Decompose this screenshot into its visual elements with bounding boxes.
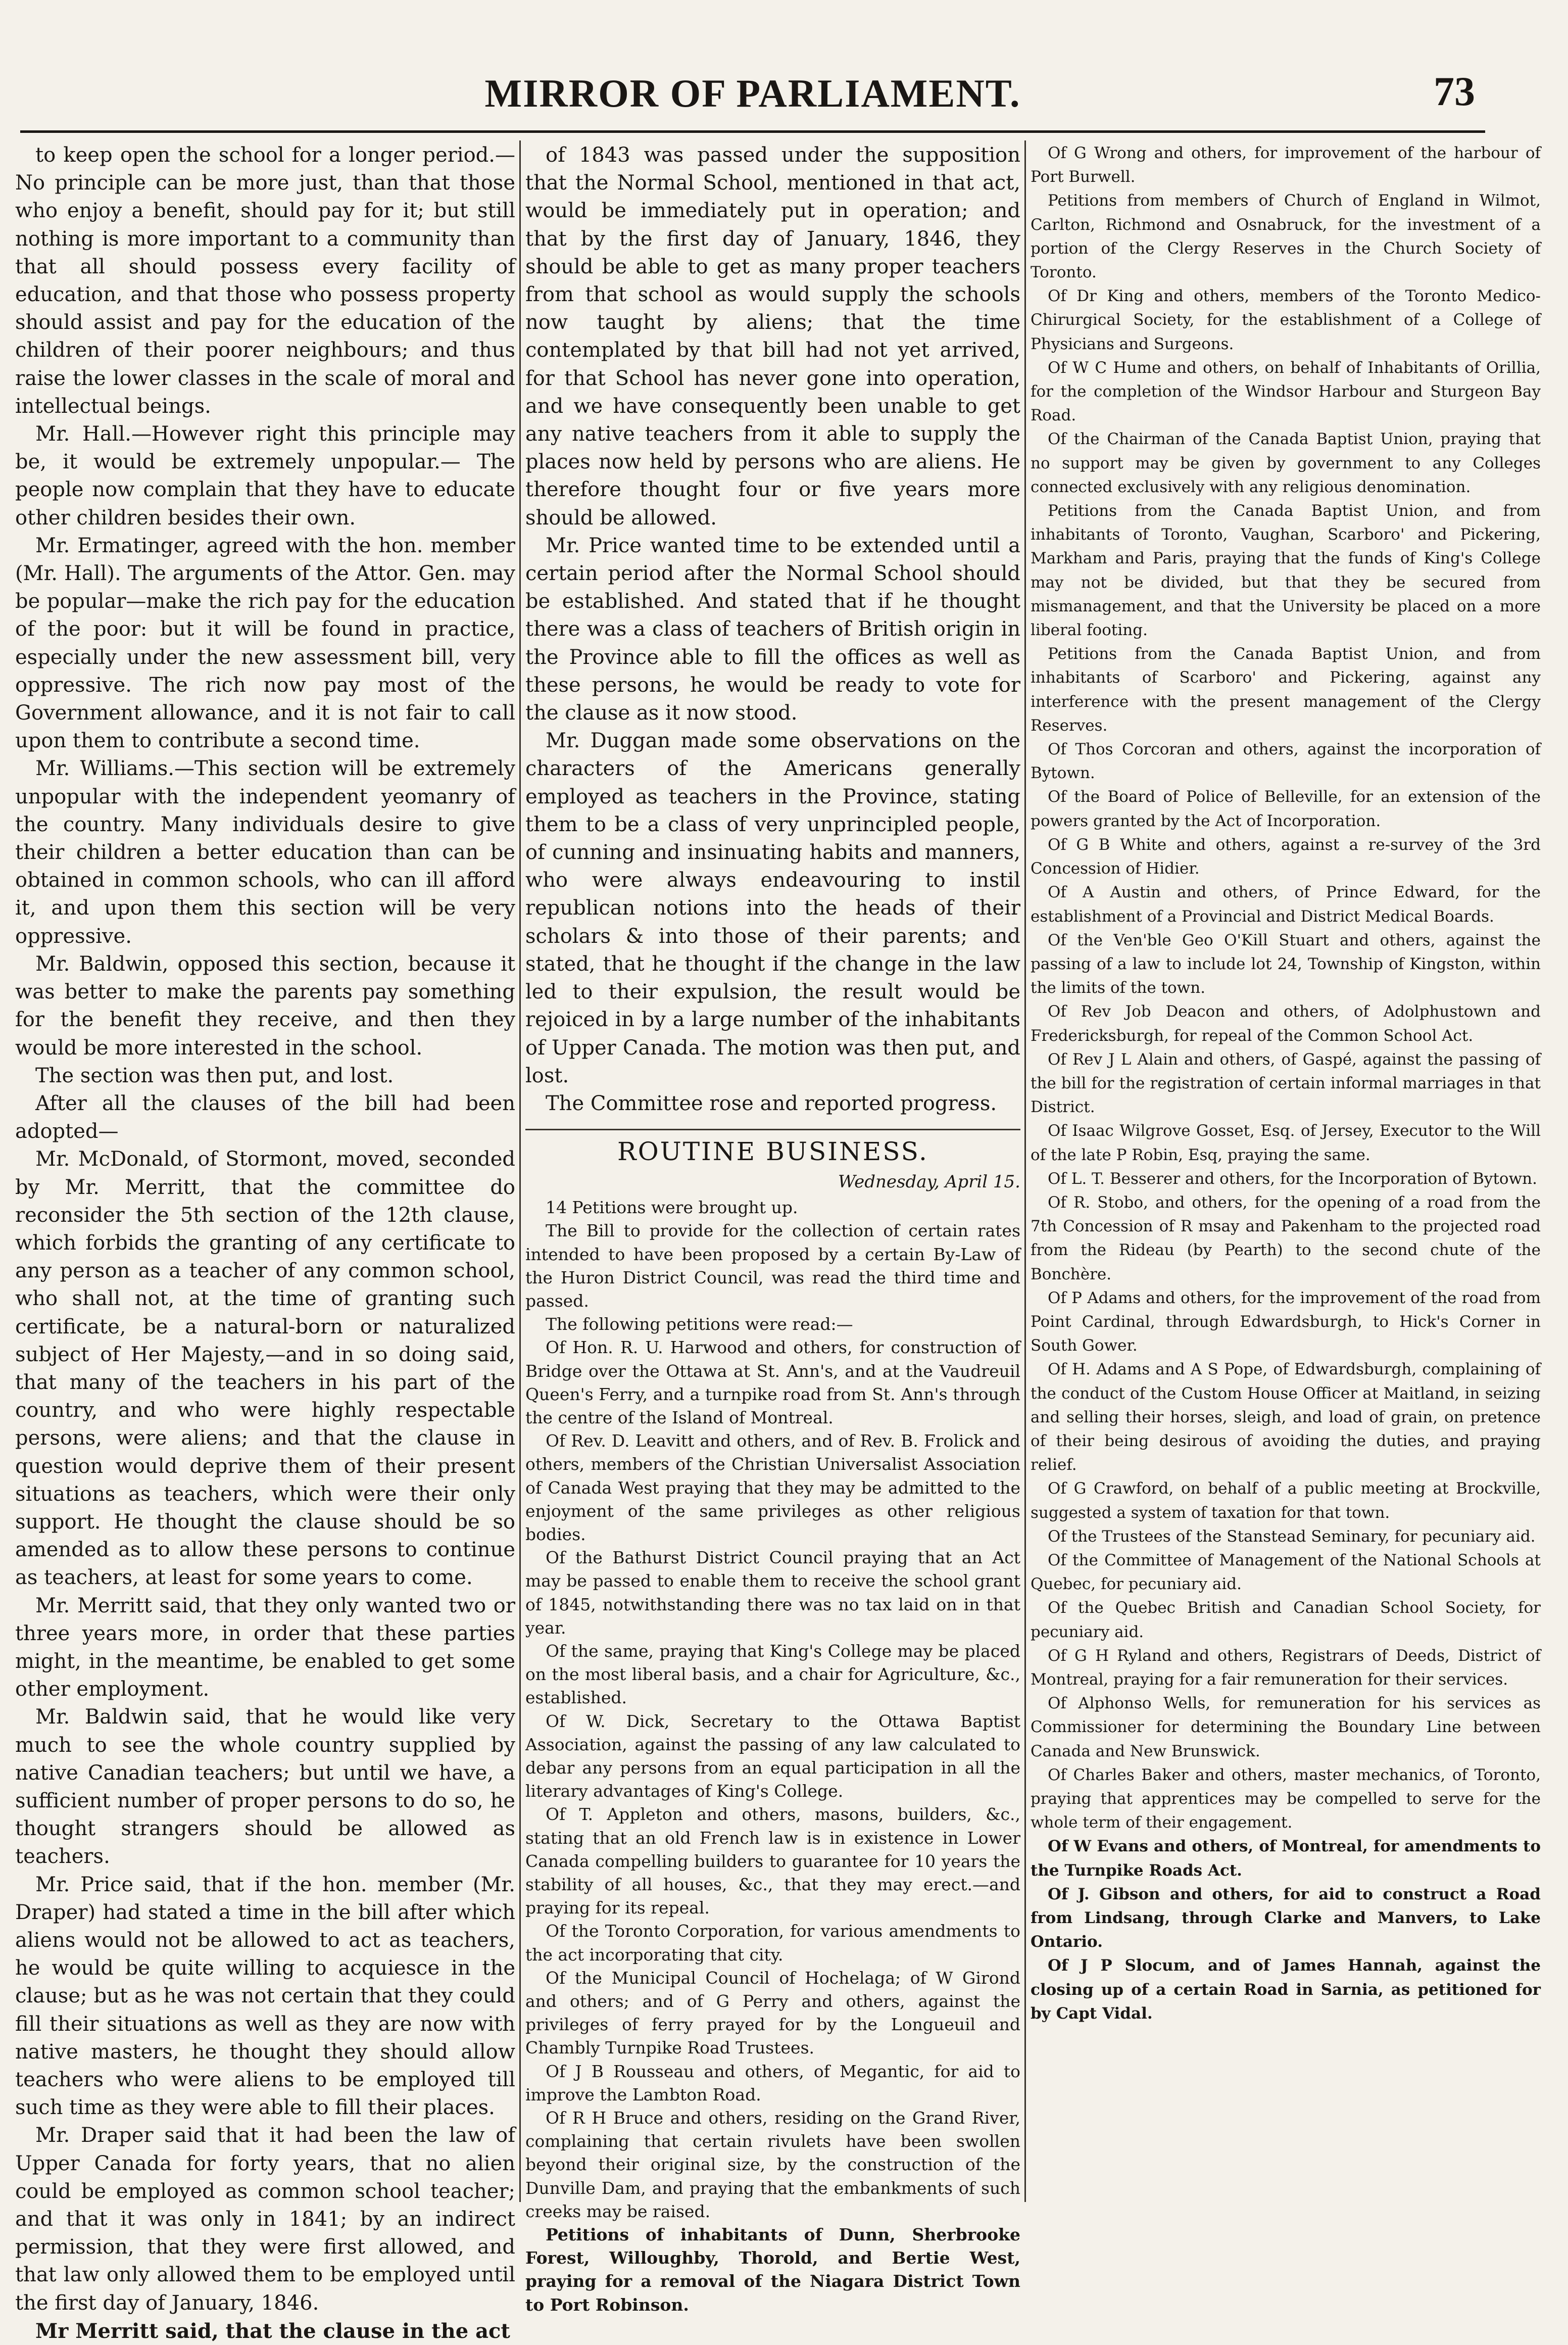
column-divider: [519, 140, 521, 2202]
page-header: [20, 61, 1485, 136]
paragraph: Mr. Williams.—This section will be extremely unpopular with the independent yeomanry of the country. Many individuals desire to give their children a better education than can be obtained in common schools, who can ill afford it, and upon them this section will be very oppressive.: [15, 757, 515, 948]
routine-business-date: Wednesday, April 15.: [838, 1172, 1020, 1192]
petition-item: Of G Wrong and others, for improvement of the harbour of Port Burwell.: [1031, 144, 1541, 186]
petition-item: Of A Austin and others, of Prince Edward, for the establishment of a Provincial and District Medical Boards.: [1031, 883, 1541, 926]
petition-item: Of Dr King and others, members of the Toronto Medico-Chirurgical Society, for the establishment of a College of Physicians and Surgeons.: [1031, 287, 1541, 353]
petition-item: Of the Committee of Management of the National Schools at Quebec, for pecuniary aid.: [1031, 1551, 1541, 1594]
paragraph: Mr. Price wanted time to be extended until a certain period after the Normal School should be established. And stated that if he thought there was a class of teachers of British origin in the Province able to fill the offices as well as these persons, he would be ready to vote for the clause as it now stood.: [525, 534, 1020, 725]
paragraph: Mr. Baldwin said, that he would like very much to see the whole country supplied by native Canadian teachers; but until we have, a sufficient number of proper persons to do so, he thought strangers should be allowed as teachers.: [15, 1705, 515, 1869]
petition-item: Of Alphonso Wells, for remuneration for his services as Commissioner for determining the Boundary Line between Canada and New Brunswick.: [1031, 1694, 1541, 1760]
column-2: [525, 141, 1020, 2315]
page-number: 73: [1434, 68, 1475, 114]
petition-item: Petitions from members of Church of England in Wilmot, Carlton, Richmond and Osnabruck, for the investment of a portion of the Clergy Reserves in the Church Society of Toronto.: [1031, 192, 1541, 282]
petition-item: Of J P Slocum, and of James Hannah, against the closing up of a certain Road in Sarnia, as petitioned for by Capt Vidal.: [1031, 1956, 1541, 2023]
petition-item: Of the Bathurst District Council praying that an Act may be passed to enable them to receive the school grant of 1845, notwithstanding there was no tax laid on in that year.: [525, 1548, 1020, 1638]
petition-item: Of Isaac Wilgrove Gosset, Esq. of Jersey, Executor to the Will of the late P Robin, Esq, praying the same.: [1031, 1122, 1541, 1164]
petition-item: Petitions of inhabitants of Dunn, Sherbrooke Forest, Willoughby, Thorold, and Bertie West, praying for a removal of the Niagara District Town to Port Robinson.: [525, 2225, 1020, 2315]
petition-item: Of the same, praying that King's College may be placed on the most liberal basis, and a chair for Agriculture, &c., established.: [525, 1641, 1020, 1708]
routine-business-heading: ROUTINE BUSINESS.: [525, 1129, 1020, 1167]
petition-item: Of W C Hume and others, on behalf of Inhabitants of Orillia, for the completion of the Windsor Harbour and Sturgeon Bay Road.: [1031, 358, 1541, 425]
petition-item: Of Rev. D. Leavitt and others, and of Rev. B. Frolick and others, members of the Christian Universalist Association of Canada West praying that they may be admitted to the enjoyment of the same privileges as other religious bodies.: [525, 1431, 1020, 1544]
paragraph: of 1843 was passed under the supposition that the Normal School, mentioned in that act, would be immediately put in operation; and that by the first day of January, 1846, they should be able to get as many proper teachers from that school as would supply the schools now taught by aliens; that the time contemplated by that bill had not yet arrived, for that School has never gone into operation, and we have consequently been unable to get any native teachers from it able to supply the places now held by persons who are aliens. He therefore thought four or five years more should be allowed.: [525, 143, 1020, 530]
petition-item: Of G B White and others, against a re-survey of the 3rd Concession of Hidier.: [1031, 835, 1541, 878]
paragraph: Mr. McDonald, of Stormont, moved, seconded by Mr. Merritt, that the committee do reconsider the 5th section of the 12th clause, which forbids the granting of any certificate to any person as a teacher of any common school, who shall not, at the time of granting such certificate, be a natural-born or naturalized subject of Her Majesty,—and in so doing said, that many of the teachers in his part of the country, and who were highly respectable persons, were aliens; and that the clause in question would deprive them of their present situations as teachers, which were their only support. He thought the clause should be so amended as to allow these persons to continue as teachers, at least for some years to come.: [15, 1147, 515, 1590]
petition-item: Of the Board of Police of Belleville, for an extension of the powers granted by the Act of Incorporation.: [1031, 788, 1541, 830]
column-3: [1031, 141, 1541, 2203]
page-title: MIRROR OF PARLIAMENT.: [484, 71, 1021, 115]
petition-item: Of L. T. Besserer and others, for the Incorporation of Bytown.: [1048, 1169, 1537, 1188]
paragraph: After all the clauses of the bill had been adopted—: [15, 1091, 515, 1143]
paragraph: The section was then put, and lost.: [35, 1064, 394, 1087]
petition-item: Of T. Appleton and others, masons, builders, &c., stating that an old French law is in existence in Lower Canada compelling builders to guarantee for 10 years the stability of all houses, &c., that they may erect.—and praying for its repeal.: [525, 1804, 1020, 1918]
paragraph: to keep open the school for a longer period.— No principle can be more just, than that those who enjoy a benefit, should pay for it; but still nothing is more important to a community than that all should possess every facility of education, and that those who possess property should assist and pay for the education of the children of their poorer neighbours; and thus raise the lower classes in the scale of moral and intellectual beings.: [15, 143, 515, 418]
petition-item: Of G Crawford, on behalf of a public meeting at Brockville, suggested a system of taxation for that town.: [1031, 1479, 1541, 1522]
petition-item: Petitions from the Canada Baptist Union, and from inhabitants of Toronto, Vaughan, Scarboro' and Pickering, Markham and Paris, praying that the funds of King's College may not be divided, but that they be secured from mismanagement, and that the University be placed on a more liberal footing.: [1031, 502, 1541, 640]
petition-item: Of the Ven'ble Geo O'Kill Stuart and others, against the passing of a law to include lot 24, Township of Kingston, within the limits of the town.: [1031, 931, 1541, 997]
petition-item: Of Hon. R. U. Harwood and others, for construction of Bridge over the Ottawa at St. Ann's, and at the Vaudreuil Queen's Ferry, and a turnpike road from St. Ann's through the centre of the Island of Montreal.: [525, 1337, 1020, 1427]
paragraph: Mr. Hall.—However right this principle may be, it would be extremely unpopular.— The people now complain that they have to educate other children besides their own.: [15, 422, 515, 530]
paragraph: Mr. Price said, that if the hon. member (Mr. Draper) had stated a time in the bill after which aliens would not be allowed to act as teachers, he would be quite willing to acquiesce in the clause; but as he was not certain that they could fill their situations as well as they are now with native masters, he thought they should allow teachers who were aliens to be employed till such time as they were able to fill their places.: [15, 1873, 515, 2120]
petition-item: Of the Quebec British and Canadian School Society, for pecuniary aid.: [1031, 1599, 1541, 1641]
petition-item: Of Rev Job Deacon and others, of Adolphustown and Fredericksburgh, for repeal of the Common School Act.: [1031, 1002, 1541, 1045]
paragraph: Mr. Duggan made some observations on the characters of the Americans generally employed as teachers in the Province, stating them to be a class of very unprincipled people, of cunning and insinuating habits and manners, who were always endeavouring to instil republican notions into the heads of their scholars & into those of their parents; and stated, that he thought if the change in the law led to their expulsion, the result would be rejoiced in by a large number of the inhabitants of Upper Canada. The motion was then put, and lost.: [525, 729, 1020, 1087]
petition-item: Of W Evans and others, of Montreal, for amendments to the Turnpike Roads Act.: [1031, 1837, 1541, 1880]
petition-item: Of Charles Baker and others, master mechanics, of Toronto, praying that apprentices may be compelled to serve for the whole term of their engagement.: [1031, 1765, 1541, 1832]
petition-item: Of Rev J L Alain and others, of Gaspé, against the passing of the bill for the registration of certain informal marriages in that District.: [1031, 1050, 1541, 1117]
header-rule: [20, 130, 1485, 133]
petition-item: Of J B Rousseau and others, of Megantic, for aid to improve the Lambton Road.: [525, 2061, 1020, 2104]
petition-item: Of R H Bruce and others, residing on the Grand River, complaining that certain rivulets have been swollen beyond their original size, by the construction of the Dunville Dam, and praying that the embankments of such creeks may be raised.: [525, 2108, 1020, 2221]
paragraph: Mr. Baldwin, opposed this section, because it was better to make the parents pay something for the benefit they receive, and then they would be more interested in the school.: [15, 952, 515, 1060]
paragraph: Mr. Draper said that it had been the law of Upper Canada for forty years, that no alien could be employed as common school teacher; and that it was only in 1841; by an indirect permission, that they were first allowed, and that law only allowed them to be employed until the first day of January, 1846.: [15, 2124, 515, 2315]
paragraph: Mr. Merritt said, that they only wanted two or three years more, in order that these parties might, in the meantime, be enabled to get some other employment.: [15, 1594, 515, 1701]
petition-item: Of the Chairman of the Canada Baptist Union, praying that no support may be given by government to any Colleges connected exclusively with any religious denomination.: [1031, 430, 1541, 496]
petition-item: Of H. Adams and A S Pope, of Edwardsburgh, complaining of the conduct of the Custom House Officer at Maitland, in seizing and selling their horses, sleigh, and load of grain, on pretence of their being desirous of avoiding the duties, and praying relief.: [1031, 1360, 1541, 1474]
petition-item: The following petitions were read:—: [546, 1314, 853, 1334]
petition-item: Of W. Dick, Secretary to the Ottawa Baptist Association, against the passing of any law calculated to debar any persons from an equal participation in all the literary advantages of King's College.: [525, 1711, 1020, 1801]
petition-item: Of the Toronto Corporation, for various amendments to the act incorporating that city.: [525, 1921, 1020, 1965]
petition-item: Of Thos Corcoran and others, against the incorporation of Bytown.: [1031, 740, 1541, 783]
petition-item: Of G H Ryland and others, Registrars of Deeds, District of Montreal, praying for a fair remuneration for their services.: [1031, 1646, 1541, 1689]
petition-item: Of J. Gibson and others, for aid to construct a Road from Lindsang, through Clarke and Manvers, to Lake Ontario.: [1031, 1885, 1541, 1951]
paragraph: Mr Merritt said, that the clause in the act: [35, 2319, 510, 2343]
petition-item: 14 Petitions were brought up.: [546, 1198, 798, 1218]
column-1: [15, 141, 515, 2343]
petition-item: Of R. Stobo, and others, for the opening of a road from the 7th Concession of R msay and Pakenham to the projected road from the Rideau (by Pearth) to the second chute of the Bonchère.: [1031, 1193, 1541, 1283]
paragraph: Mr. Ermatinger, agreed with the hon. member (Mr. Hall). The arguments of the Attor. Gen. may be popular—make the rich pay for the education of the poor: but it will be found in practice, especially under the new assessment bill, very oppressive. The rich now pay most of the Government allowance, and it is not fair to call upon them to contribute a second time.: [15, 534, 515, 753]
petition-item: Of the Trustees of the Stanstead Seminary, for pecuniary aid.: [1048, 1527, 1536, 1546]
routine-business-list: [525, 1196, 1020, 2317]
petition-item: The Bill to provide for the collection of certain rates intended to have been proposed by a certain By-Law of the Huron District Council, was read the third time and passed.: [525, 1221, 1020, 1311]
petition-item: Of the Municipal Council of Hochelaga; of W Girond and others; and of G Perry and others, against the privileges of ferry prayed for by the Longueuil and Chambly Turnpike Road Trustees.: [525, 1968, 1020, 2058]
petition-item: Petitions from the Canada Baptist Union, and from inhabitants of Scarboro' and Pickering, against any interference with the present management of the Clergy Reserves.: [1031, 645, 1541, 735]
column-divider: [1024, 140, 1026, 2202]
petition-item: Of P Adams and others, for the improvement of the road from Point Cardinal, through Edwardsburgh, to Hick's Corner in South Gower.: [1031, 1288, 1541, 1355]
paragraph: The Committee rose and reported progress.: [546, 1091, 997, 1115]
